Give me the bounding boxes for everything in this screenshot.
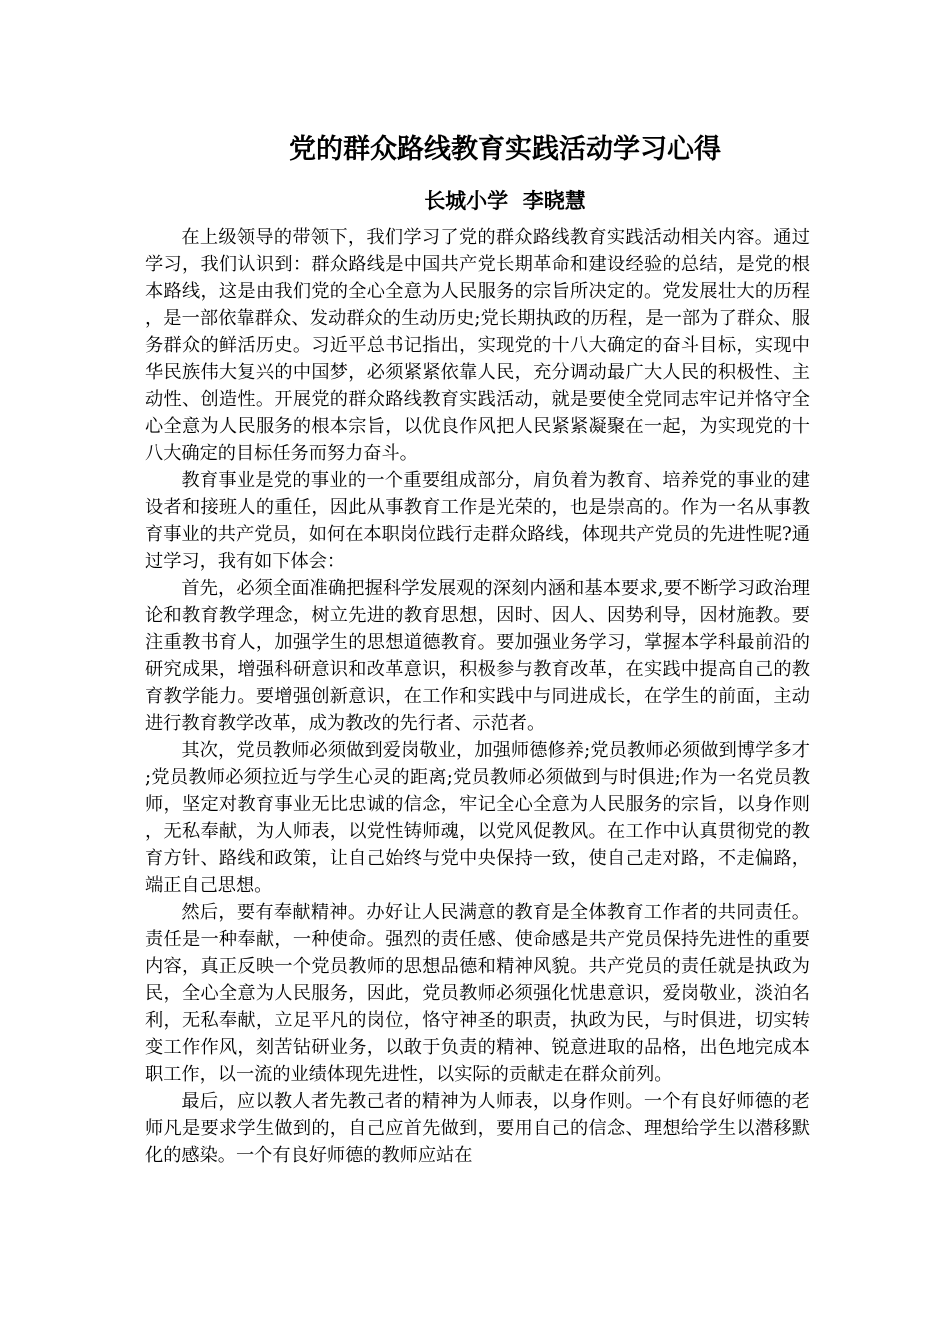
paragraph-intro: 在上级领导的带领下，我们学习了党的群众路线教育实践活动相关内容。通过学习，我们认识到：群众路线是中国共产党长期革命和建设经验的总结，是党的根本路线，这是由我们党的全心全意为人民服务的宗旨所决定的。党发展壮大的历程，是一部依靠群众、发动群众的生动历史;党长期执政的历程，是一部为了群众、服务群众的鲜活历史。习近平总书记指出，实现党的十八大确定的奋斗目标，实现中华民族伟大复兴的中国梦，必须紧紧依靠人民，充分调动最广大人民的积极性、主动性、创造性。开展党的群众路线教育实践活动，就是要使全党同志牢记并恪守全心全意为人民服务的根本宗旨，以优良作风把人民紧紧凝聚在一起，为实现党的十八大确定的目标任务而努力奋斗。 [145, 227, 810, 464]
document-title: 党的群众路线教育实践活动学习心得 [289, 134, 721, 165]
paragraph-final-point: 最后，应以教人者先教己者的精神为人师表，以身作则。一个有良好师德的老师凡是要求学生做到的，自己应首先做到，要用自己的信念、理想给学生以潜移默化的感染。一个有良好师德的教师应站在 [145, 1091, 810, 1166]
paragraph-second-point: 其次，党员教师必须做到爱岗敬业，加强师德修养;党员教师必须做到博学多才;党员教师必须拉近与学生心灵的距离;党员教师必须做到与时俱进;作为一名党员教师，坚定对教育事业无比忠诚的信念，牢记全心全意为人民服务的宗旨，以身作则，无私奉献，为人师表，以党性铸师魂，以党风促教风。在工作中认真贯彻党的教育方针、路线和政策，让自己始终与党中央保持一致，使自己走对路，不走偏路，端正自己思想。 [145, 740, 810, 896]
paragraph-education-mission: 教育事业是党的事业的一个重要组成部分，肩负着为教育、培养党的事业的建设者和接班人的重任，因此从事教育工作是光荣的，也是崇高的。作为一名从事教育事业的共产党员，如何在本职岗位践行走群众路线，体现共产党员的先进性呢?通过学习，我有如下体会： [145, 470, 810, 572]
paragraph-third-point: 然后，要有奉献精神。办好让人民满意的教育是全体教育工作者的共同责任。责任是一种奉献，一种使命。强烈的责任感、使命感是共产党员保持先进性的重要内容，真正反映一个党员教师的思想品德和精神风貌。共产党员的责任就是执政为民，全心全意为人民服务，因此，党员教师必须强化忧患意识，爱岗敬业，淡泊名利，无私奉献，立足平凡的岗位，恪守神圣的职责，执政为民，与时俱进，切实转变工作作风，刻苦钻研业务，以敢于负责的精神、锐意进取的品格，出色地完成本职工作，以一流的业绩体现先进性，以实际的贡献走在群众前列。 [145, 902, 810, 1085]
paragraph-first-point: 首先，必须全面准确把握科学发展观的深刻内涵和基本要求,要不断学习政治理论和教育教学理念，树立先进的教育思想，因时、因人、因势利导，因材施教。要注重教书育人，加强学生的思想道德教育。要加强业务学习，掌握本学科最前沿的研究成果，增强科研意识和改革意识，积极参与教育改革，在实践中提高自己的教育教学能力。要增强创新意识，在工作和实践中与同进成长，在学生的前面，主动进行教育教学改革，成为教改的先行者、示范者。 [145, 578, 810, 734]
document-author: 长城小学 李晓慧 [424, 189, 586, 213]
document-body [145, 224, 810, 1169]
